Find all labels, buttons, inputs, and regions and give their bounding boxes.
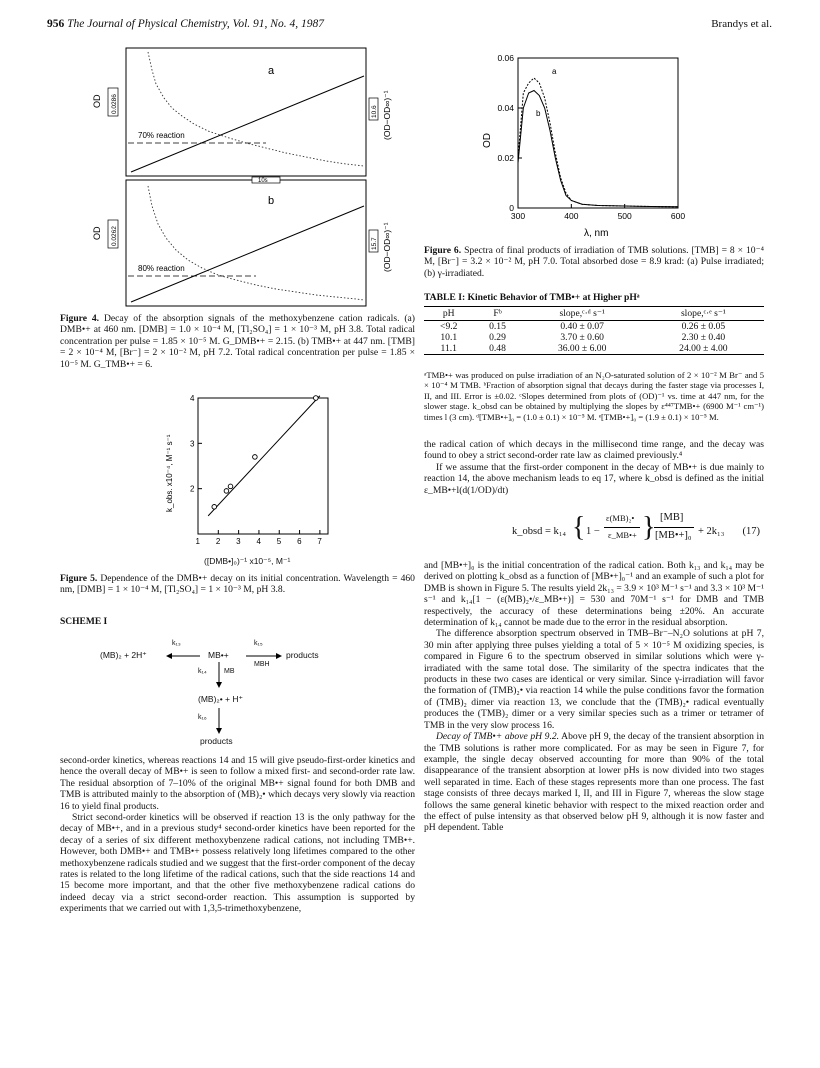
y-tick-label: 0.06 [497, 53, 514, 63]
table-1 [424, 306, 764, 355]
x-tick-label: 3 [236, 537, 241, 546]
right-paragraph-2: If we assume that the first-order component in the decay of MB•+ is due mainly to reaction 14, the above mechanism leads to eq 17, where k_obsd is defined as the initial ε_MB•+l(d(1/OD)/dt) [424, 461, 764, 496]
x-tick-label: 1 [195, 537, 200, 546]
figure-6-label-a: a [552, 67, 557, 76]
right-column-text-top [424, 439, 764, 496]
journal-name: The Journal of Physical Chemistry, Vol. 91, No. 4, 1987 [67, 18, 324, 30]
figure-4 [86, 40, 396, 310]
panel-a-reaction-label: 70% reaction [138, 131, 185, 140]
eq-num: ε(MB)₂• [606, 513, 635, 523]
scheme-arrow-down-2-icon [215, 708, 223, 734]
data-point [212, 505, 217, 510]
table-header-ph: pH [424, 307, 473, 321]
right-paragraph-5-heading: Decay of TMB•+ above pH 9.2. [436, 731, 560, 743]
scheme-title: SCHEME I [60, 617, 108, 627]
figure-4-caption-label: Figure 4. [60, 313, 100, 324]
table-1-footnote: ᵃTMB•+ was produced on pulse irradiation of an N₂O-saturated solution of 2 × 10⁻² M Br⁻ and 5 × 10⁻⁴ M TMB. ᵇFraction of absorption signal that decays during the faster stage via processes I, II, and III. Error is ±0.02. ᶜSlopes determined from plots of (OD)⁻¹ vs. time at 447 nm, for the slower stage. k_obsd can be obtained by multiplying the slopes by ε⁴⁴⁷TMB•+ (6900 M⁻¹ cm⁻¹) times l (3 cm). ᵈ[TMB•+]₀ = (1.0 ± 0.1) × 10⁻⁵ M. ᵉ[TMB•+]₀ = (1.9 ± 0.1) × 10⁻⁵ M. [424, 370, 764, 422]
panel-b-decay-trace [148, 186, 364, 300]
running-header [47, 18, 324, 30]
scheme-k15: k₁₅ [254, 640, 263, 647]
right-column-text-bottom [424, 560, 764, 834]
y-tick-label: 0.04 [497, 103, 514, 113]
panel-a-reciprocal-line [131, 76, 364, 172]
table-header-slope-d: slope,ᶜ·ᵈ s⁻¹ [522, 307, 643, 321]
panel-b-right-box-value: 15.7 [371, 237, 378, 250]
scheme-products: products [286, 650, 319, 660]
eq-label: (17) [742, 526, 760, 537]
figure-6-label-b: b [536, 109, 541, 118]
x-tick-label: 400 [564, 211, 579, 221]
right-paragraph-1: the radical cation of which decays in the millisecond time range, and the decay was found to obey a strict second-order rate law as claimed previously.⁴ [424, 439, 764, 462]
figure-5-caption-label: Figure 5. [60, 573, 98, 584]
x-tick-label: 5 [276, 537, 282, 546]
figure-6-caption [424, 245, 764, 279]
panel-b-left-axis-label: OD [92, 226, 102, 240]
y-tick-label: 2 [190, 484, 195, 494]
x-tick-label: 2 [215, 537, 221, 546]
eq-brace-close: } [642, 512, 656, 543]
scheme-k14: k₁₄ [198, 668, 207, 675]
figure-6-caption-text: Spectra of final products of irradiation of TMB solutions. [TMB] = 8 × 10⁻⁴ M, [Br⁻] = 3.2 × 10⁻² M, pH 7.0. Total absorbed dose = 8.9 krad: (a) Pulse irradiated; (b) γ-irradiated. [424, 245, 764, 279]
panel-b-left-box-value: 0.0262 [111, 226, 118, 246]
eq-lhs: k_obsd = k₁₄ [512, 526, 567, 537]
scheme-mid: MB•+ [208, 650, 229, 660]
table-cell: 24.00 ± 4.00 [643, 343, 764, 355]
table-row [424, 321, 764, 333]
table-cell: 0.29 [489, 332, 506, 343]
figure-5-caption [60, 573, 415, 596]
y-tick-label: 3 [190, 439, 195, 449]
panel-b-reaction-label: 80% reaction [138, 264, 185, 273]
panel-a-frame [126, 48, 366, 176]
table-1-title: TABLE I: Kinetic Behavior of TMB•+ at Higher pHᵃ [424, 292, 640, 303]
right-paragraph-5 [424, 731, 764, 834]
figure-5 [160, 392, 340, 554]
figure-5-frame [198, 398, 328, 534]
figure-4-caption [60, 313, 415, 370]
panel-b-frame [126, 180, 366, 306]
eq-frac-num: [MB] [660, 512, 684, 523]
figure-5-ylabel: k_obs. x10⁻⁴, M⁻¹ s⁻¹ [165, 434, 174, 512]
panel-a-label: a [268, 65, 275, 77]
data-point [228, 484, 233, 489]
series-line-a [518, 78, 678, 207]
right-paragraph-5-text: Above pH 9, the decay of the transient absorption in the TMB solutions is rather more complicated. For as may be seen in Figure 7, for example, the single decay observed accounting for more than 90% of the total disappearance of the transient absorption at lower pHs is now divided into two stages well separated in time. Each of these stages represents more than one process. The fast stage consists of three decays marked I, II, and III in Figure 7, whereas the slow stage follows the same general kinetic behavior with respect to the mixed reaction order and the effect of pulse intensity as that observed below pH 9, although it is now faster and pH dependent. Table [424, 731, 764, 834]
figure-6-caption-label: Figure 6. [424, 245, 462, 256]
x-tick-label: 6 [297, 537, 302, 546]
x-tick-label: 300 [510, 211, 526, 221]
table-cell: 0.15 [489, 321, 506, 332]
table-header-row [424, 307, 764, 321]
table-1-wrap [424, 306, 764, 355]
scheme-mb: MB [224, 668, 235, 675]
scheme-dimer: (MB)₂• + H⁺ [198, 694, 243, 704]
panel-b-label: b [268, 195, 275, 207]
x-tick-label: 600 [670, 211, 686, 221]
equation-17: k_obsd = k₁₄ { 1 − ε(MB)₂• ε_MB•+ } [MB] [MB•+]₀ + 2k₁₃ (17) [512, 512, 760, 543]
scheme-arrow-down-icon [215, 662, 223, 688]
left-paragraph-2: Strict second-order kinetics will be observed if reaction 13 is the only pathway for the decay of MB•+, and in a previous study⁴ second-order kinetics have been reported for the decay of a series of six different methoxybenzene radical cations, not including TMB•+. However, both DMB•+ and TMB•+ possess relatively long lifetimes compared to the other methoxybenzene radicals studied and we suggest that the first-order component of the decay rates is related to the long lifetime of the radical cations, such that the side reactions 14 and 15 become more important, and that the other five methoxybenzene radical cations do indeed decay via a strict second-order reaction. This assumption is supported by experiments that we carried out with 1,3,5-trimethoxybenzene, [60, 812, 415, 915]
table-cell: 0.48 [473, 343, 521, 355]
table-row [424, 332, 764, 343]
scheme-arrow-left-icon [166, 652, 202, 660]
panel-a-left-axis-label: OD [92, 94, 102, 108]
data-point [314, 396, 319, 401]
eq-tail: + 2k₁₃ [698, 526, 725, 537]
panel-b-right-axis-label: (OD−OD∞)⁻¹ [382, 222, 392, 272]
panel-a-right-axis-label: (OD−OD∞)⁻¹ [382, 90, 392, 140]
time-scale-label: 10s [258, 178, 268, 184]
eq-den: ε_MB•+ [608, 530, 637, 540]
left-column-text [60, 755, 415, 915]
series-line-b [518, 91, 678, 207]
x-tick-label: 7 [317, 537, 322, 546]
scheme-mbh: MBH [254, 661, 270, 668]
table-cell: 0.26 ± 0.05 [681, 321, 726, 332]
table-cell: 2.30 ± 0.40 [681, 332, 726, 343]
scheme-k13: k₁₃ [172, 640, 181, 647]
table-cell: 10.1 [440, 332, 458, 343]
fit-line [208, 396, 320, 516]
y-tick-label: 4 [190, 394, 195, 403]
panel-a-left-box-value: 0.0286 [111, 94, 118, 114]
x-tick-label: 4 [256, 537, 261, 546]
data-point [253, 455, 258, 460]
eq-frac-den: [MB•+]₀ [655, 530, 692, 541]
figure-6-xlabel: λ, nm [584, 228, 609, 239]
scheme-arrow-right-icon [246, 652, 282, 660]
eq-brace-open: { [572, 512, 586, 543]
data-point [224, 489, 229, 494]
page-number: 956 [47, 18, 65, 30]
table-cell: 0.40 ± 0.07 [560, 321, 604, 332]
figure-6-frame [518, 58, 678, 208]
table-cell: <9.2 [440, 321, 458, 332]
author-header: Brandys et al. [711, 18, 772, 30]
figure-4-caption-text: Decay of the absorption signals of the methoxybenzene cation radicals. (a) DMB•+ at 460 nm. [DMB] = 1.0 × 10⁻⁴ M, [Tl₂SO₄] = 1 × 10⁻³ M, pH 3.8. Total radical concentration per pulse = 1.85 × 10⁻⁵ M. G_DMB•+ = 2.15. (b) TMB•+ at 447 nm. [TMB] = 2 × 10⁻⁴ M, [Br⁻] = 2 × 10⁻² M, pH 7.2. Total radical concentration per pulse = 1.85 × 10⁻⁵ M. G_TMB•+ = 6. [60, 313, 415, 370]
x-tick-label: 500 [617, 211, 632, 221]
figure-5-xlabel: ([DMB•]₀)⁻¹ x10⁻⁵, M⁻¹ [204, 556, 291, 566]
table-header-f: Fᵇ [473, 307, 521, 321]
y-tick-label: 0 [509, 203, 514, 213]
table-cell: 11.1 [424, 343, 473, 355]
table-cell: 36.00 ± 6.00 [522, 343, 643, 355]
table-header-slope-e: slope,ᶜ·ᵉ s⁻¹ [643, 307, 764, 321]
scheme-k16: k₁₆ [198, 714, 207, 721]
right-paragraph-4: The difference absorption spectrum observed in TMB–Br⁻–N₂O solutions at pH 7, 30 min after applying three pulses yielding a total of 5 × 10⁻⁵ M oxidizing species, is compared in Figure 6 to the spectrum observed in similar solutions which were γ-irradiated with the same total dose. The similarity of the spectra indicates that the products in these two cases are identical or very similar. Since γ-irradiation will favor the formation of (TMB)₂• via reaction 14 while the pulse conditions favor the formation of (TMB)₂ dimer via reaction 13, we conclude that the (TMB)₂• radical eventually produces the (TMB)₂ dimer or a very similar species such as a trimer or tetramer of TMB in the very slow process 16. [424, 628, 764, 731]
figure-6-ylabel: OD [482, 133, 493, 148]
table-row [424, 343, 764, 355]
y-tick-label: 0.02 [497, 153, 514, 163]
panel-a-right-box-value: 10.6 [371, 105, 378, 118]
scheme-products-2: products [200, 736, 233, 746]
right-paragraph-3: and [MB•+]₀ is the initial concentration of the radical cation. Both k₁₃ and k₁₄ may be derived on plotting k_obsd as a function of [MB•+]₀⁻¹ and an example of such a plot for DMB is shown in Figure 5. The results yield 2k₁₃ = 3.9 × 10³ M⁻¹ s⁻¹ and 3.3 × 10³ M⁻¹ s⁻¹ and k₁₄[1 − (ε(MB)₂•/ε_MB•+)] = 530 and 70M⁻¹ s⁻¹ for DMB and TMB respectively, the accuracy of these determinations being ±20%. An accurate determination of k₁₄ cannot be made due to the error in the residual absorption. [424, 560, 764, 629]
scheme-reactant: (MB)₂ + 2H⁺ [100, 650, 147, 660]
panel-a-decay-trace [148, 52, 364, 166]
figure-6 [470, 50, 690, 240]
table-cell: 3.70 ± 0.60 [560, 332, 604, 343]
scheme-1 [100, 632, 410, 746]
left-paragraph-1: second-order kinetics, whereas reactions 14 and 15 will give pseudo-first-order kinetics and hence the overall decay of MB•+ is seen to follow a mixed first- and second-order rate law. The residual absorption of 7–10% of the original MB•+ signal found for both DMB and TMB is attributed mainly to the absorption of (MB)₂• which decays very slowly via reaction 16 to yield final products. [60, 755, 415, 812]
panel-b-reciprocal-line [131, 206, 364, 302]
figure-5-caption-text: Dependence of the DMB•+ decay on its initial concentration. Wavelength = 460 nm, [DMB] = 1 × 10⁻⁴ M, [Tl₂SO₄] = 1 × 10⁻³ M, pH 3.8. [60, 573, 415, 596]
